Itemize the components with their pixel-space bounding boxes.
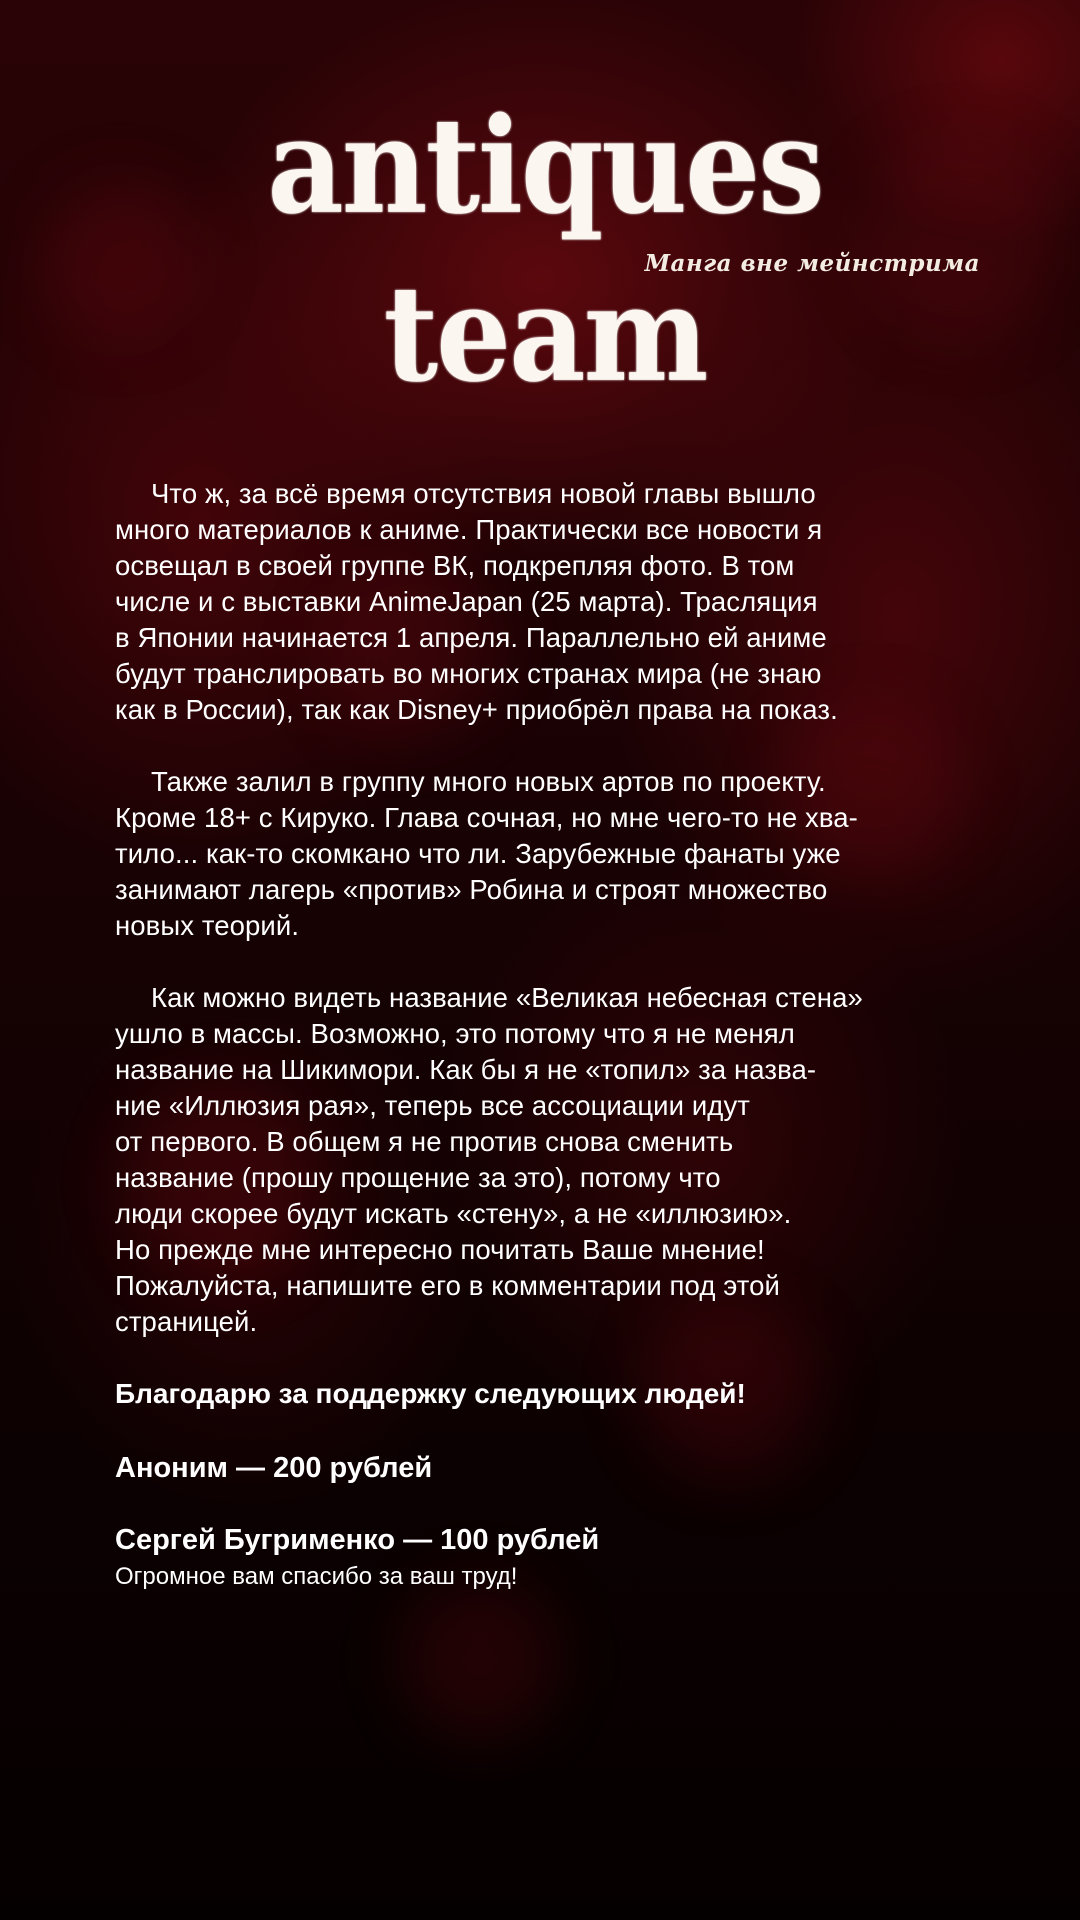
team-logo bbox=[110, 87, 980, 412]
text-line: числе и с выставки AnimeJapan (25 марта). Трасляция bbox=[115, 586, 818, 617]
text-line: освещал в своей группе ВК, подкрепляя фото. В том bbox=[115, 550, 795, 581]
paragraph-chapter-notes bbox=[115, 764, 995, 944]
text-line: много материалов к аниме. Практически все новости я bbox=[115, 514, 823, 545]
text-line: от первого. В общем я не против снова сменить bbox=[115, 1126, 734, 1157]
text-line: новых теорий. bbox=[115, 910, 300, 941]
announcement-text bbox=[115, 476, 995, 1592]
text-line: как в России), так как Disney+ приобрёл права на показ. bbox=[115, 694, 838, 725]
text-line: тило... как-то скомкано что ли. Зарубежные фанаты уже bbox=[115, 838, 841, 869]
closing-note: Огромное вам спасибо за ваш труд! bbox=[115, 1563, 518, 1590]
logo-subtitle: Манга вне мейнстрима bbox=[644, 250, 980, 277]
text-line: Как можно видеть название «Великая небесная стена» bbox=[151, 982, 863, 1013]
text-line: ушло в массы. Возможно, это потому что я не менял bbox=[115, 1018, 795, 1049]
text-line: ние «Иллюзия рая», теперь все ассоциации идут bbox=[115, 1090, 750, 1121]
text-line: Пожалуйста, напишите его в комментарии под этой bbox=[115, 1270, 780, 1301]
text-line: Но прежде мне интересно почитать Ваше мнение! bbox=[115, 1234, 765, 1265]
logo-title: antiques team bbox=[267, 87, 823, 412]
text-line: будут транслировать во многих странах мира (не знаю bbox=[115, 658, 822, 689]
text-line: название (прошу прощение за это), потому что bbox=[115, 1162, 721, 1193]
bokeh-light bbox=[400, 1580, 560, 1740]
donor-entry: Сергей Бугрименко — 100 рублей bbox=[115, 1524, 600, 1556]
donor-entry: Аноним — 200 рублей bbox=[115, 1452, 433, 1484]
paragraph-anime-news bbox=[115, 476, 995, 728]
paragraph-title-change bbox=[115, 980, 995, 1340]
text-line: в Японии начинается 1 апреля. Параллельно ей аниме bbox=[115, 622, 827, 653]
text-line: люди скорее будут искать «стену», а не «иллюзию». bbox=[115, 1198, 792, 1229]
text-line: занимают лагерь «против» Робина и строят множество bbox=[115, 874, 828, 905]
text-line: Что ж, за всё время отсутствия новой главы вышло bbox=[151, 478, 816, 509]
text-line: Кроме 18+ с Кируко. Глава сочная, но мне чего-то не хва- bbox=[115, 802, 858, 833]
text-line: Также залил в группу много новых артов по проекту. bbox=[151, 766, 826, 797]
text-line: страницей. bbox=[115, 1306, 258, 1337]
thanks-heading: Благодарю за поддержку следующих людей! bbox=[115, 1378, 746, 1409]
text-line: название на Шикимори. Как бы я не «топил» за назва- bbox=[115, 1054, 817, 1085]
